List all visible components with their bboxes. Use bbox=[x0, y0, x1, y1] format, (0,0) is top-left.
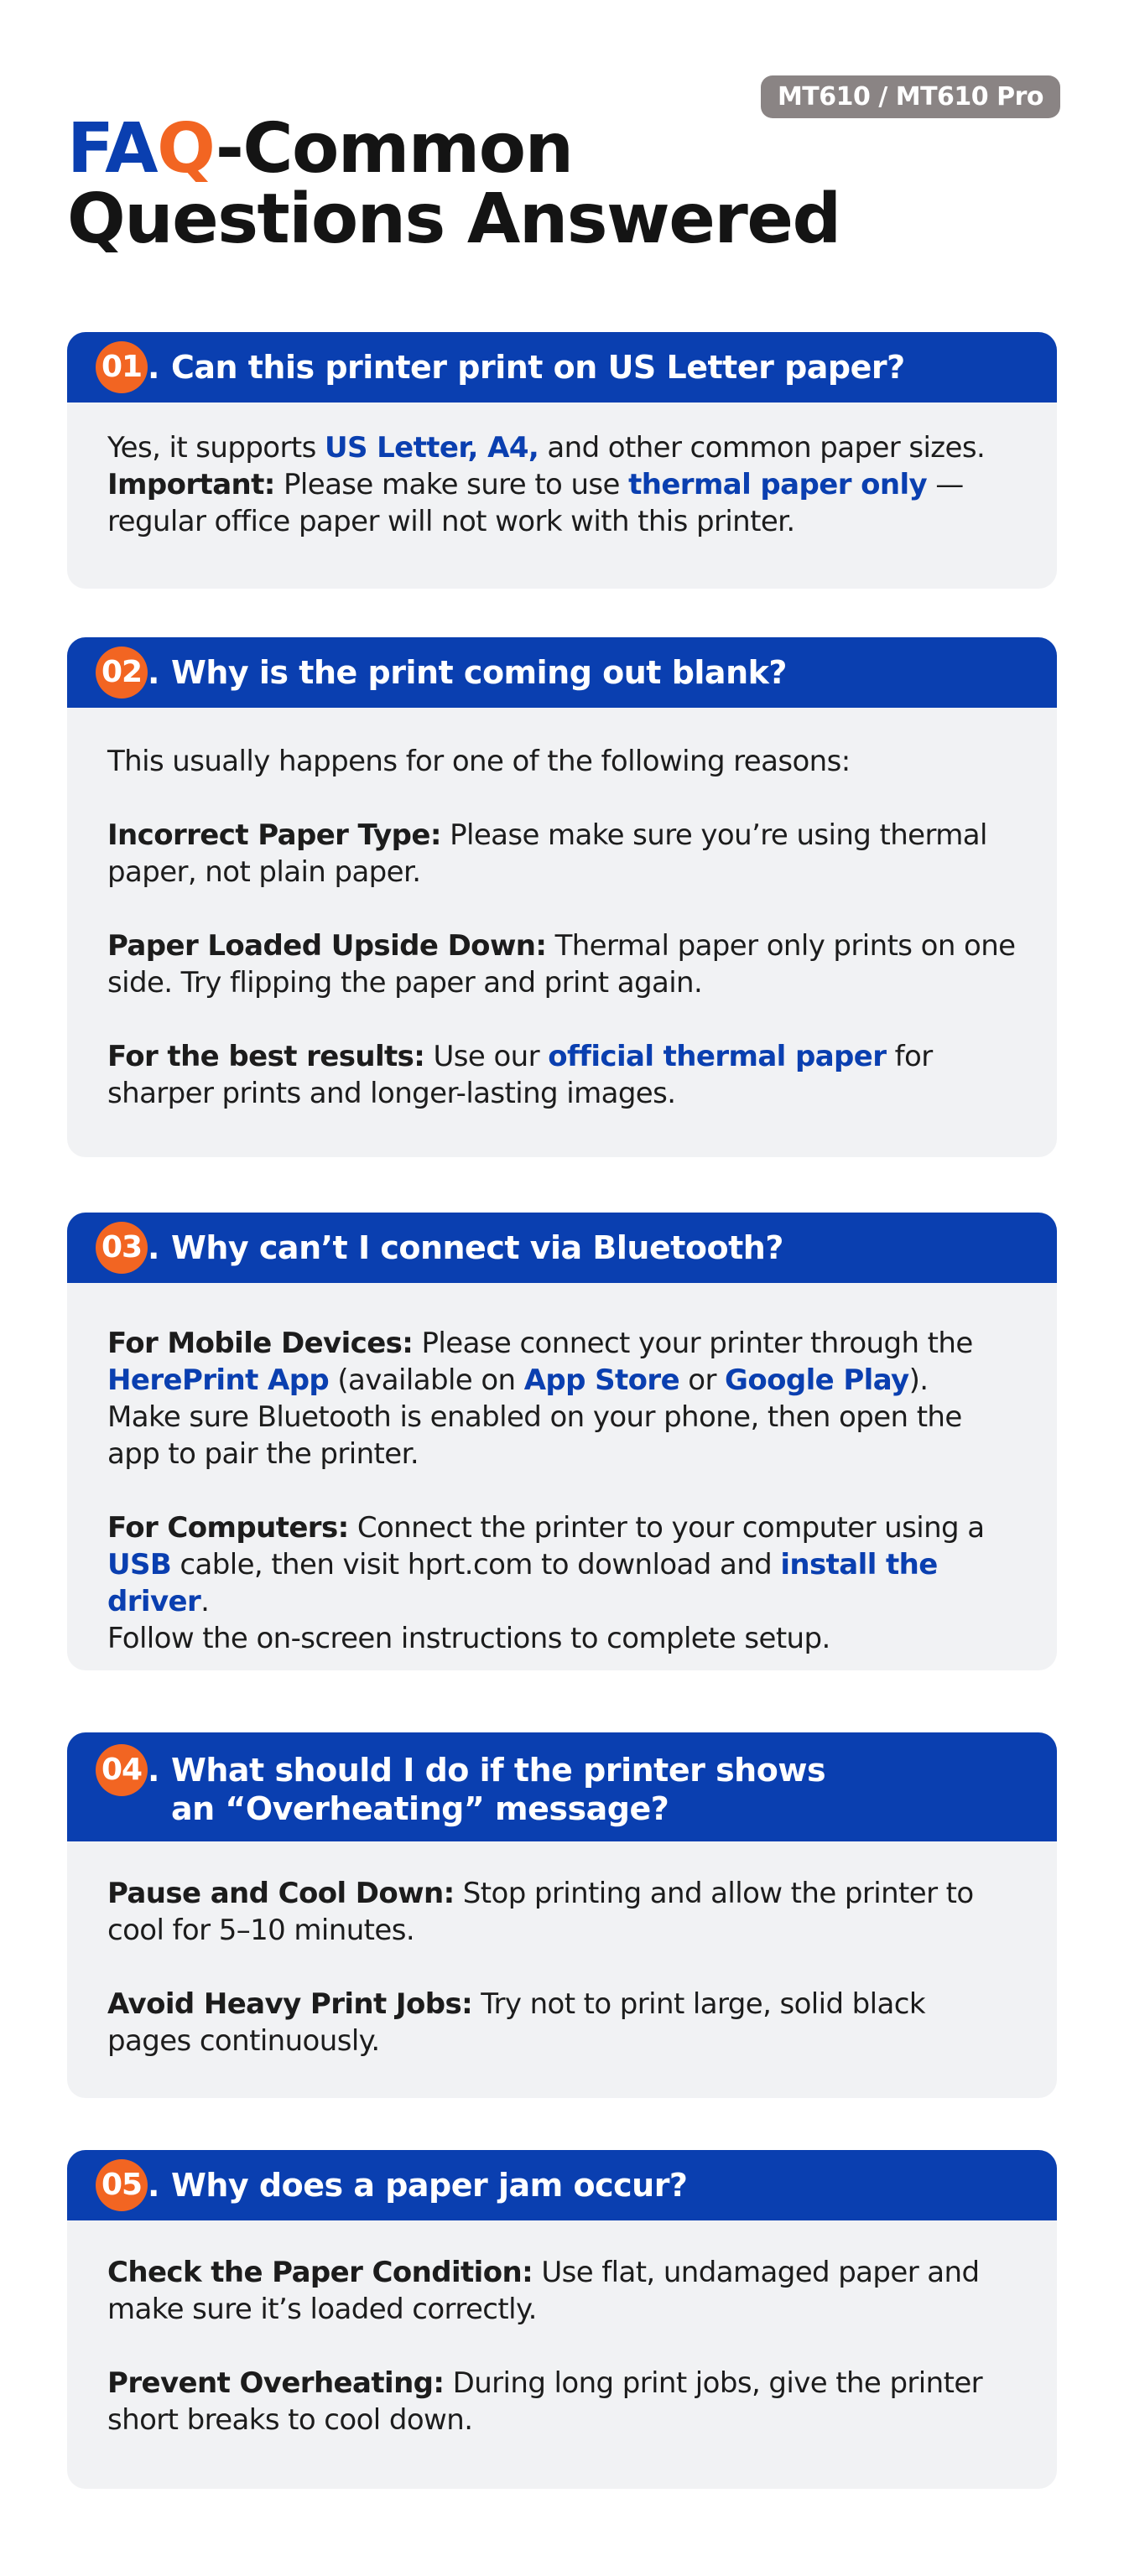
number-badge: 04 bbox=[96, 1744, 148, 1796]
google-play-link[interactable]: Google Play bbox=[725, 1363, 909, 1397]
faq-number-02: 02 . bbox=[96, 647, 171, 699]
faq-header-04 bbox=[67, 1732, 1057, 1841]
highlight-thermal-only: thermal paper only bbox=[628, 468, 928, 501]
faq-question: What should I do if the printer shows an “Overheating” message? bbox=[170, 1752, 826, 1827]
faq-question: Why does a paper jam occur? bbox=[170, 2167, 688, 2204]
answer-paragraph: For Mobile Devices: Please connect your printer through the HerePrint App (available on App Store or Google Play). Make sure Bluetooth is enabled on your phone, then open the app to pair the printer. bbox=[107, 1327, 973, 1471]
faq-question: Why can’t I connect via Bluetooth? bbox=[170, 1229, 783, 1266]
title-fa: FA bbox=[67, 109, 158, 189]
number-badge: 02 bbox=[96, 647, 148, 699]
hereprint-app-link[interactable]: HerePrint App bbox=[107, 1363, 330, 1397]
answer-intro: This usually happens for one of the following reasons: bbox=[107, 745, 851, 778]
title-q: Q bbox=[157, 109, 216, 189]
page-title bbox=[67, 109, 906, 259]
important-label: Important: bbox=[107, 468, 275, 501]
install-driver-link[interactable]: install the driver bbox=[107, 1548, 938, 1618]
faq-header-02 bbox=[67, 637, 1057, 708]
highlight-paper-sizes: US Letter, A4, bbox=[324, 431, 539, 465]
answer-paragraph: Pause and Cool Down: Stop printing and allow the printer to cool for 5–10 minutes. bbox=[107, 1877, 974, 1947]
faq-number-04: 04 . bbox=[96, 1744, 171, 1796]
faq-answer-03 bbox=[67, 1283, 1057, 1657]
title-line2: Questions Answered bbox=[67, 179, 840, 259]
faq-card-03 bbox=[67, 1213, 1057, 1670]
answer-paragraph: For the best results: Use our official thermal paper for sharper prints and longer-lasting images. bbox=[107, 1040, 933, 1110]
faq-number-01: 01 . bbox=[96, 341, 171, 393]
faq-answer-01 bbox=[67, 402, 1057, 540]
number-badge: 03 bbox=[96, 1222, 148, 1274]
number-badge: 05 bbox=[96, 2159, 148, 2211]
answer-paragraph: Paper Loaded Upside Down: Thermal paper only prints on one side. Try flipping the paper and print again. bbox=[107, 929, 1016, 1000]
app-store-link[interactable]: App Store bbox=[523, 1363, 680, 1397]
faq-header-05 bbox=[67, 2150, 1057, 2220]
faq-answer-04 bbox=[67, 1841, 1057, 2059]
answer-paragraph: Prevent Overheating: During long print jobs, give the printer short breaks to cool down. bbox=[107, 2366, 983, 2437]
title-rest: -Common bbox=[215, 109, 573, 189]
answer-paragraph: Yes, it supports US Letter, A4, and other common paper sizes. Important: Please make sure to use thermal paper only — regular office paper will not work with this printer. bbox=[107, 431, 986, 538]
faq-header-03 bbox=[67, 1213, 1057, 1283]
faq-answer-05 bbox=[67, 2220, 1057, 2438]
faq-card-05 bbox=[67, 2150, 1057, 2489]
faq-header-01 bbox=[67, 332, 1057, 402]
answer-paragraph: For Computers: Connect the printer to your computer using a USB cable, then visit hprt.com to download and install the driver. Follow the on-screen instructions to complete setup. bbox=[107, 1511, 985, 1655]
number-badge: 01 bbox=[96, 341, 148, 393]
faq-number-03: 03 . bbox=[96, 1222, 171, 1274]
answer-paragraph: Incorrect Paper Type: Please make sure you’re using thermal paper, not plain paper. bbox=[107, 818, 987, 889]
faq-card-01 bbox=[67, 332, 1057, 589]
official-thermal-paper-link[interactable]: official thermal paper bbox=[548, 1040, 887, 1073]
faq-card-04 bbox=[67, 1732, 1057, 2098]
faq-question: Can this printer print on US Letter paper? bbox=[170, 349, 905, 386]
faq-answer-02 bbox=[67, 708, 1057, 1112]
faq-number-05: 05 . bbox=[96, 2159, 171, 2211]
faq-card-02 bbox=[67, 637, 1057, 1157]
usb-highlight: USB bbox=[107, 1548, 172, 1581]
faq-question: Why is the print coming out blank? bbox=[170, 654, 787, 691]
model-badge: MT610 / MT610 Pro bbox=[761, 75, 1060, 118]
answer-paragraph: Avoid Heavy Print Jobs: Try not to print large, solid black pages continuously. bbox=[107, 1987, 925, 2058]
answer-paragraph: Check the Paper Condition: Use flat, undamaged paper and make sure it’s loaded correctly. bbox=[107, 2256, 980, 2326]
